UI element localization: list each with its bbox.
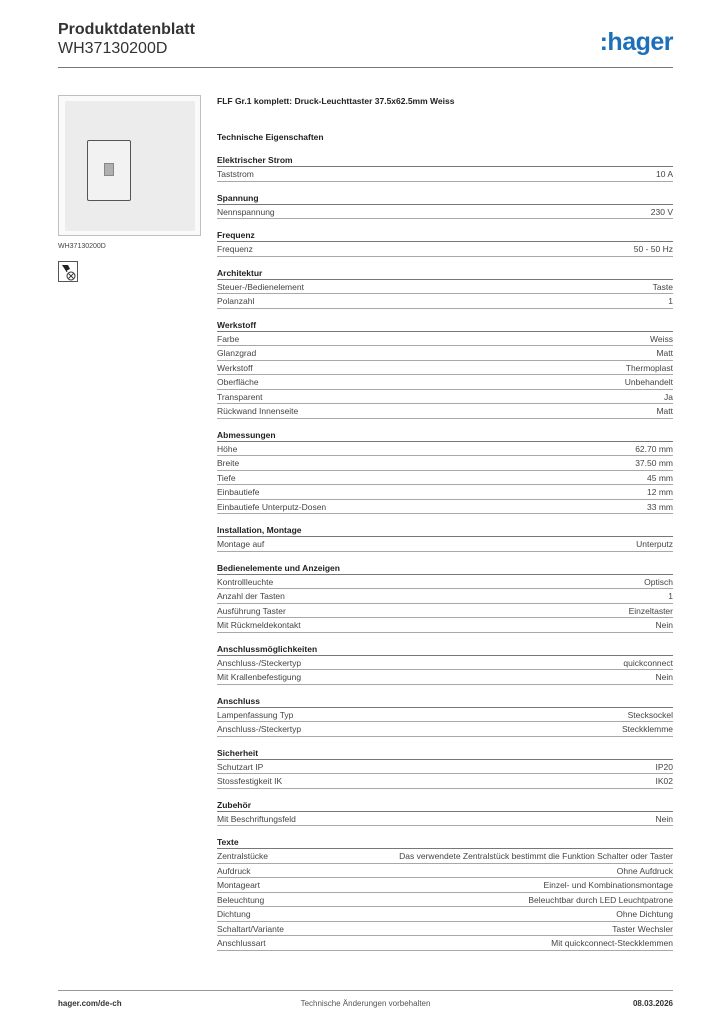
spec-value: 50 - 50 Hz	[633, 244, 673, 254]
spec-value: Ja	[664, 391, 673, 402]
spec-value: Taste	[652, 281, 673, 292]
spec-value: Ohne Dichtung	[616, 909, 673, 919]
spec-value: Weiss	[650, 333, 673, 344]
spec-label: Werkstoff	[217, 362, 253, 373]
spec-row	[217, 774, 673, 789]
spec-value: 45 mm	[647, 472, 673, 483]
spec-section	[217, 267, 673, 309]
spec-section	[217, 192, 673, 220]
spec-value: 12 mm	[647, 487, 673, 497]
led-window	[104, 163, 114, 176]
cover-plate	[65, 101, 195, 231]
spec-label: Höhe	[217, 443, 238, 454]
spec-row	[217, 375, 673, 390]
spec-label: Farbe	[217, 333, 240, 344]
footer-website-link[interactable]: hager.com/de-ch	[58, 999, 122, 1008]
spec-row	[217, 878, 673, 893]
spec-label: Montageart	[217, 880, 260, 890]
spec-sections	[217, 154, 673, 951]
spec-row	[217, 722, 673, 737]
section-title: Frequenz	[217, 229, 673, 242]
spec-value: Nein	[655, 813, 673, 824]
spec-row	[217, 656, 673, 671]
spec-value: Optisch	[644, 576, 673, 587]
spec-row	[217, 500, 673, 515]
spec-value: Unterputz	[636, 539, 673, 549]
spec-label: Einbautiefe Unterputz-Dosen	[217, 501, 327, 512]
spec-row	[217, 456, 673, 471]
page-footer	[58, 990, 673, 1015]
spec-section	[217, 562, 673, 633]
spec-value: Thermoplast	[625, 362, 673, 373]
section-title: Sicherheit	[217, 747, 673, 760]
spec-value: Matt	[656, 406, 673, 416]
spec-row	[217, 760, 673, 775]
spec-label: Rückwand Innenseite	[217, 406, 299, 416]
spec-row	[217, 907, 673, 922]
tech-properties-heading: Technische Eigenschaften	[217, 132, 324, 142]
spec-section	[217, 429, 673, 515]
spec-label: Polanzahl	[217, 296, 255, 306]
spec-label: Oberfläche	[217, 377, 259, 387]
section-title: Elektrischer Strom	[217, 154, 673, 167]
spec-label: Ausführung Taster	[217, 605, 286, 616]
spec-value: Beleuchtbar durch LED Leuchtpatrone	[528, 894, 673, 905]
spec-row	[217, 361, 673, 376]
spec-label: Transparent	[217, 391, 263, 402]
spec-value: 62.70 mm	[635, 443, 673, 454]
section-title: Spannung	[217, 192, 673, 205]
spec-label: Mit Beschriftungsfeld	[217, 813, 296, 824]
spec-label: Schaltart/Variante	[217, 923, 284, 934]
spec-value: Mit quickconnect-Steckklemmen	[551, 938, 673, 948]
section-title: Texte	[217, 836, 673, 849]
spec-row	[217, 167, 673, 182]
spec-label: Kontrollleuchte	[217, 576, 274, 587]
header-divider	[58, 67, 673, 68]
spec-value: Matt	[656, 348, 673, 358]
spec-value: 10 A	[655, 169, 673, 179]
spec-section	[217, 319, 673, 419]
spec-row	[217, 242, 673, 257]
installation-icon	[58, 261, 78, 282]
spec-row	[217, 485, 673, 500]
spec-section	[217, 154, 673, 182]
spec-row	[217, 589, 673, 604]
section-title: Zubehör	[217, 799, 673, 812]
section-title: Architektur	[217, 267, 673, 280]
spec-row	[217, 893, 673, 908]
spec-value: Taster Wechsler	[612, 923, 673, 934]
spec-row	[217, 864, 673, 879]
product-reference: WH37130200D	[58, 40, 168, 57]
spec-label: Einbautiefe	[217, 487, 260, 497]
spec-row	[217, 575, 673, 590]
spec-value: Ohne Aufdruck	[616, 865, 673, 876]
section-title: Installation, Montage	[217, 524, 673, 537]
spec-label: Nennspannung	[217, 206, 275, 217]
spec-row	[217, 442, 673, 457]
spec-section	[217, 524, 673, 552]
spec-label: Breite	[217, 458, 240, 468]
section-title: Anschluss	[217, 695, 673, 708]
spec-row	[217, 404, 673, 419]
spec-value: Steckklemme	[621, 724, 673, 734]
spec-label: Tiefe	[217, 472, 236, 483]
section-title: Anschlussmöglichkeiten	[217, 643, 673, 656]
spec-value: 230 V	[650, 206, 673, 217]
spec-label: Beleuchtung	[217, 894, 265, 905]
spec-row	[217, 332, 673, 347]
spec-section	[217, 836, 673, 951]
spec-value: Das verwendete Zentralstück bestimmt die Funktion Schalter oder Taster	[399, 851, 673, 861]
spec-value: IK02	[655, 776, 673, 786]
hager-logo: :hager	[599, 28, 673, 56]
spec-row	[217, 205, 673, 220]
image-caption: WH37130200D	[58, 243, 106, 250]
spec-row	[217, 346, 673, 361]
spec-label: Taststrom	[217, 169, 254, 179]
spec-value: 1	[668, 296, 673, 306]
spec-label: Anschluss-/Steckertyp	[217, 657, 302, 668]
specifications	[217, 94, 673, 951]
spec-value: Stecksockel	[627, 709, 673, 720]
footer-notice: Technische Änderungen vorbehalten	[300, 999, 431, 1008]
spec-label: Mit Rückmeldekontakt	[217, 620, 301, 630]
product-description: FLF Gr.1 komplett: Druck-Leuchttaster 37.5x62.5mm Weiss	[217, 96, 455, 106]
spec-value: Nein	[655, 620, 673, 630]
spec-label: Schutzart IP	[217, 761, 264, 772]
spec-row	[217, 708, 673, 723]
spec-row	[217, 390, 673, 405]
spec-value: Einzeltaster	[628, 605, 673, 616]
spec-section	[217, 643, 673, 685]
spec-value: 37.50 mm	[635, 458, 673, 468]
spec-label: Anzahl der Tasten	[217, 591, 285, 601]
spec-label: Steuer-/Bedienelement	[217, 281, 304, 292]
spec-section	[217, 695, 673, 737]
spec-value: Unbehandelt	[624, 377, 673, 387]
spec-row	[217, 280, 673, 295]
spec-label: Frequenz	[217, 244, 253, 254]
spec-row	[217, 618, 673, 633]
spec-section	[217, 229, 673, 257]
spec-label: Mit Krallenbefestigung	[217, 672, 302, 682]
section-title: Bedienelemente und Anzeigen	[217, 562, 673, 575]
spec-row	[217, 471, 673, 486]
spec-value: IP20	[655, 761, 673, 772]
spec-row	[217, 849, 673, 864]
product-image-column	[58, 95, 202, 282]
spec-section	[217, 747, 673, 789]
spec-value: Nein	[655, 672, 673, 682]
spec-row	[217, 604, 673, 619]
spec-value: Einzel- und Kombinationsmontage	[543, 880, 673, 890]
spec-row	[217, 670, 673, 685]
spec-label: Glanzgrad	[217, 348, 257, 358]
spec-row	[217, 537, 673, 552]
spec-label: Lampenfassung Typ	[217, 709, 294, 720]
page-header	[58, 20, 673, 68]
spec-section	[217, 799, 673, 827]
spec-value: 1	[668, 591, 673, 601]
page-title: Produktdatenblatt	[58, 21, 195, 38]
spec-label: Anschlussart	[217, 938, 266, 948]
spec-label: Zentralstücke	[217, 851, 269, 861]
spec-row	[217, 936, 673, 951]
section-title: Werkstoff	[217, 319, 673, 332]
spec-row	[217, 812, 673, 827]
spec-label: Montage auf	[217, 539, 265, 549]
spec-label: Aufdruck	[217, 865, 251, 876]
spec-value: 33 mm	[647, 501, 673, 512]
spec-value: quickconnect	[623, 657, 673, 668]
spec-label: Stossfestigkeit IK	[217, 776, 283, 786]
push-button-rocker	[87, 140, 131, 201]
spec-label: Dichtung	[217, 909, 251, 919]
spec-row	[217, 294, 673, 309]
product-image	[58, 95, 201, 236]
section-title: Abmessungen	[217, 429, 673, 442]
spec-label: Anschluss-/Steckertyp	[217, 724, 302, 734]
footer-date: 08.03.2026	[632, 999, 673, 1008]
spec-row	[217, 922, 673, 937]
